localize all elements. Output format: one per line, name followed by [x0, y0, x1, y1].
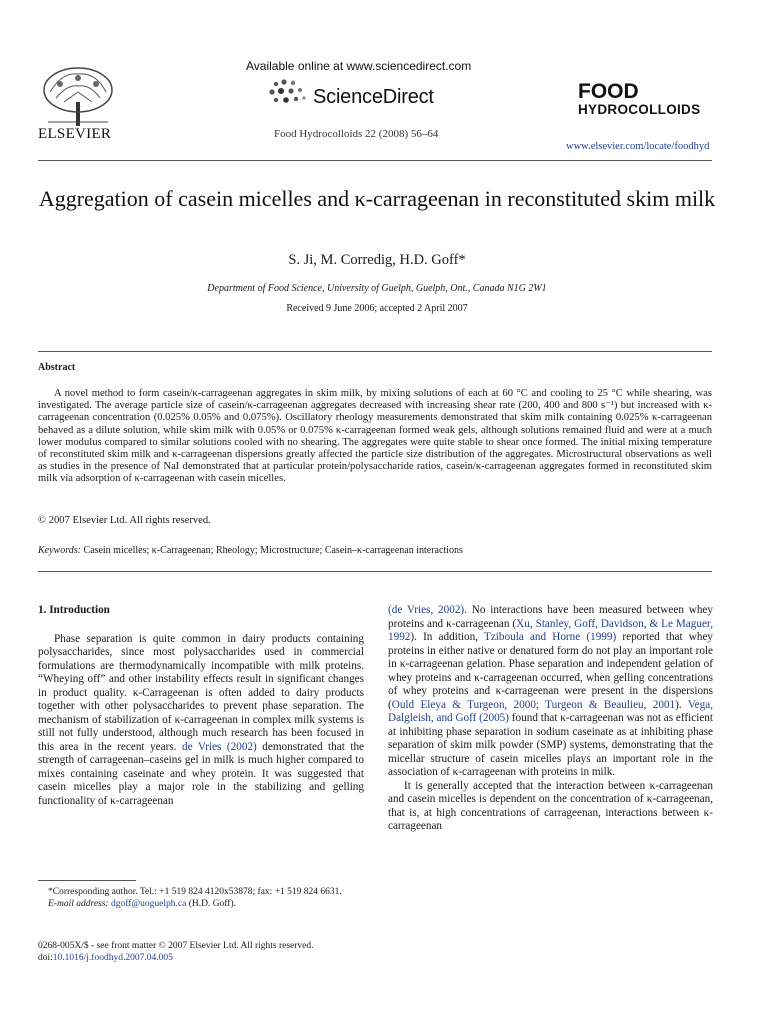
header-divider [38, 160, 712, 161]
front-matter-line: 0268-005X/$ - see front matter © 2007 Elsevier Ltd. All rights reserved. [38, 941, 314, 951]
email-suffix: (H.D. Goff). [186, 899, 237, 909]
abstract-copyright: © 2007 Elsevier Ltd. All rights reserved. [38, 515, 211, 526]
journal-title-hydrocolloids: HYDROCOLLOIDS [578, 102, 701, 117]
intro-paragraph-1-continued [388, 604, 713, 780]
sciencedirect-logo-text: ScienceDirect [313, 86, 434, 108]
available-online-text: Available online at www.sciencedirect.com [246, 59, 472, 73]
journal-title-food: FOOD [578, 80, 639, 103]
abstract-body: A novel method to form casein/κ-carrageenan aggregates in skim milk, by mixing solutions of each at 60 °C and cooling to 25 °C while shearing, was investigated. The average particle size of casein/κ-carrageenan aggregates decreased with increasing shear rate (200, 400 and 800 s⁻¹) but increased with κ-carrageenan concentration (0.025% 0.05% and 0.075%). Oscillatory rheology measurements demonstrated that skim milk containing 0.025% κ-carrageenan behaved as a dilute solution, while skim milk with 0.05% or 0.075% κ-carrageenan formed weak gels, although solutions remained fluid and were at a much lower modulus compared to similar solutions cooled with no shearing. The aggregates were quite stable to shear once formed. The initial mixing temperature of reconstituted skim milk and κ-carrageenan dispersions greatly affected the particle size distribution of the aggregates. Microstructural observations as well as studies in the presence of NaI demonstrated that at particular protein/polysaccharide ratios, casein/κ-carrageenan aggregates formed in reconstituted skim milk via adsorption of κ-carrageenan with casein micelles. [38, 388, 712, 485]
article-title: Aggregation of casein micelles and κ-carrageenan in reconstituted skim milk [38, 186, 716, 211]
sciencedirect-dots-icon [266, 78, 310, 108]
email-line [38, 898, 368, 910]
intro-paragraph-2: It is generally accepted that the interaction between κ-carrageenan and casein micelles is dependent on the concentration of κ-carrageenan, that is, at high concentrations of carrageenan, interactions between κ-carrageenan [388, 779, 713, 832]
ref-ould-eleya-turgeon[interactable]: Ould Eleya & Turgeon, 2000; Turgeon & Beaulieu, 2001 [391, 698, 676, 711]
abstract-heading: Abstract [38, 362, 76, 373]
keywords-line [38, 545, 463, 556]
journal-citation: Food Hydrocolloids 22 (2008) 56–64 [274, 128, 439, 140]
doi-line [38, 952, 368, 964]
intro-r1-text-a: . No interactions have been measured between whey proteins and κ-carrageenan ( [388, 604, 713, 630]
intro-r1-text-c: reported that whey proteins in either native or denatured form do not play an important role in κ-carrageenan gelation. Phase separation and independent gelation of whey proteins and κ-carrageenan occurred, when gelling concentrations of whey proteins and κ-carrageenan were present in the dispersions ( [388, 631, 714, 711]
ref-vega-2005[interactable]: Vega, Dalgleish, and Goff (2005) [388, 698, 713, 724]
elsevier-tree-logo [38, 62, 118, 126]
footnote-divider [38, 880, 136, 881]
intro-r1-text-e: found that κ-carrageenan was not as efficient at inhibiting phase separation in sodium caseinate as at inhibiting phase separation of skim milk powder (SMP) systems, demonstrating that the micellar structure of casein micelles plays an important role in the association of κ-carrageenan with proteins in milk. [388, 712, 713, 778]
right-column [388, 604, 713, 834]
journal-url-link[interactable]: www.elsevier.com/locate/foodhyd [566, 141, 710, 152]
keywords-list: Casein micelles; κ-Carrageenan; Rheology; Microstructure; Casein–κ-carrageenan interactions [80, 545, 463, 556]
intro-p1-text-a: Phase separation is quite common in dairy products containing polysaccharides, since most polysaccharides used in commercial formulations are thermodynamically incompatible with milk proteins. “Wheying off” and other instability effects result in significant changes in product quality. κ-Carrageenan is often added to dairy products together with other polysaccharides to prevent phase separation. The mechanism of stabilization of κ-carrageenan in complex milk systems is still not fully understood, although much research has been focused in this area in the recent years. [38, 632, 364, 753]
publisher-name: ELSEVIER [38, 126, 112, 142]
article-authors: S. Ji, M. Corredig, H.D. Goff* [288, 252, 466, 268]
received-dates: Received 9 June 2006; accepted 2 April 2007 [286, 303, 468, 314]
intro-r1-text-b: ). In addition, [410, 631, 484, 643]
introduction-heading: 1. Introduction [38, 604, 110, 616]
left-column [38, 604, 364, 808]
ref-tziboula-1999[interactable]: Tziboula and Horne (1999) [484, 631, 617, 643]
intro-paragraph-1 [38, 633, 364, 809]
abstract-top-divider [38, 351, 712, 352]
doi-link[interactable]: 10.1016/j.foodhyd.2007.04.005 [52, 953, 173, 963]
doi-label: doi: [38, 953, 53, 963]
email-label: E-mail address: [48, 899, 111, 909]
ref-de-vries-2002[interactable]: de Vries (2002) [181, 740, 257, 753]
abstract-bottom-divider [38, 571, 712, 572]
ref-xu-1992[interactable]: Xu, Stanley, Goff, Davidson, & Le Maguer, 1992 [388, 617, 714, 643]
intro-p1-text-b: demonstrated that the strength of carrageenan–caseins gel in milk is much higher compared to mixes containing caseinate and whey protein. It was suggested that casein micelles play a major role in the stabilizing and gelling functionality of κ-carrageenan [38, 740, 365, 807]
corresponding-author-contact: *Corresponding author. Tel.: +1 519 824 4120x53878; fax: +1 519 824 6631. [48, 887, 342, 897]
author-affiliation: Department of Food Science, University of Guelph, Guelph, Ont., Canada N1G 2W1 [207, 283, 547, 294]
email-link[interactable]: dgoff@uoguelph.ca [110, 899, 187, 909]
keywords-label: Keywords: [38, 545, 81, 556]
ref-de-vries-2002-paren[interactable]: (de Vries, 2002) [388, 604, 465, 616]
intro-r1-text-d: ). [675, 698, 688, 711]
front-matter-note [38, 940, 368, 964]
corresponding-author-footnote [38, 886, 368, 910]
